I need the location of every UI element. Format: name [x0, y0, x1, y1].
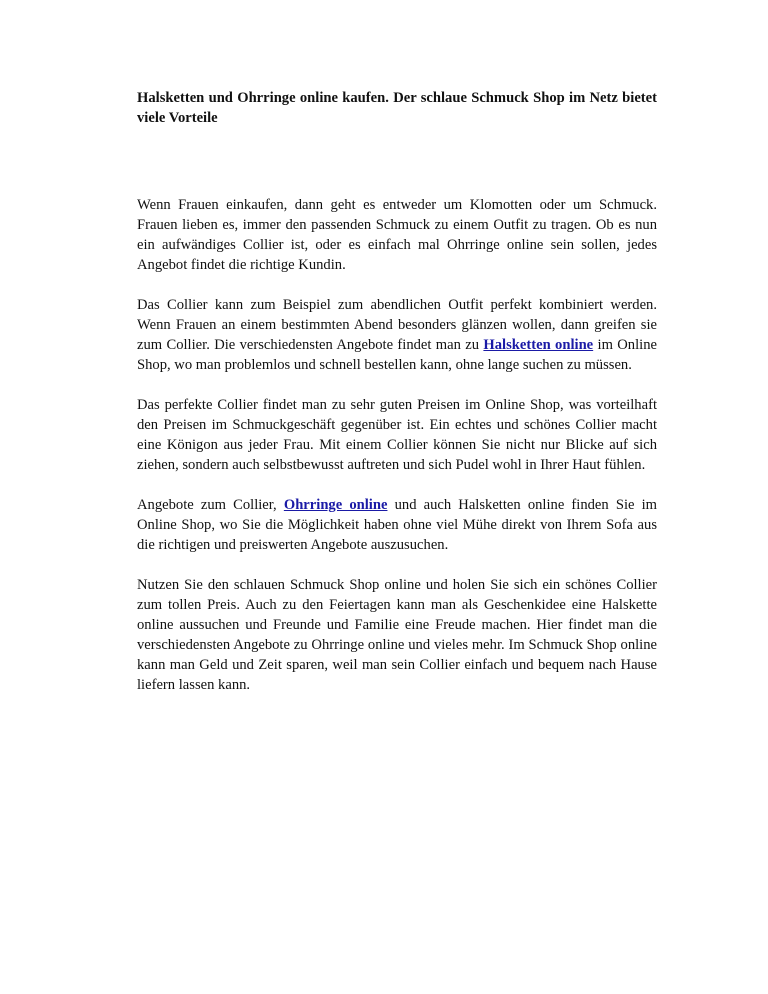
- paragraph-2-text-after: im Online Shop, wo man problemlos und schnell bestellen kann, ohne lange suchen zu müssen.: [137, 337, 657, 373]
- paragraph-3: Das perfekte Collier findet man zu sehr guten Preisen im Online Shop, was vorteilhaft den Preisen im Schmuckgeschäft gegenüber ist. Ein echtes und schönes Collier macht eine Königon aus jeder Frau. Mit einem Collier können Sie nicht nur Blicke auf sich ziehen, sondern auch selbstbewusst auftreten und sich Pudel wohl in Ihrer Haut fühlen.: [137, 397, 657, 473]
- paragraph-2: [137, 295, 657, 375]
- paragraph-2-text-before: Das Collier kann zum Beispiel zum abendlichen Outfit perfekt kombiniert werden. Wenn Frauen an einem bestimmten Abend besonders glänzen wollen, dann greifen sie zum Collier. Die verschiedensten Angebote findet man zu: [137, 297, 657, 353]
- document-title: Halsketten und Ohrringe online kaufen. Der schlaue Schmuck Shop im Netz bietet viele Vorteile: [137, 90, 657, 126]
- ohrringe-online-link[interactable]: Ohrringe online: [283, 497, 388, 513]
- paragraph-5: Nutzen Sie den schlauen Schmuck Shop online und holen Sie sich ein schönes Collier zum tollen Preis. Auch zu den Feiertagen kann man als Geschenkidee eine Halskette online aussuchen und Freunde und Familie eine Freude machen. Hier findet man die verschiedensten Angebote zu Ohrringe online und vieles mehr. Im Schmuck Shop online kann man Geld und Zeit sparen, weil man sein Collier einfach und bequem nach Hause liefern lassen kann.: [137, 577, 657, 693]
- paragraph-4: [137, 495, 657, 555]
- paragraph-1: Wenn Frauen einkaufen, dann geht es entweder um Klomotten oder um Schmuck. Frauen lieben es, immer den passenden Schmuck zu einem Outfit zu tragen. Ob es nun ein aufwändiges Collier ist, oder es einfach mal Ohrringe online sein sollen, jedes Angebot findet die richtige Kundin.: [137, 197, 657, 273]
- document-page: [137, 88, 657, 695]
- paragraph-4-text-before: Angebote zum Collier,: [137, 497, 284, 513]
- halsketten-online-link[interactable]: Halsketten online: [483, 337, 594, 353]
- paragraph-4-text-after: und auch Halsketten online finden Sie im Online Shop, wo Sie die Möglichkeit haben ohne viel Mühe direkt von Ihrem Sofa aus die richtigen und preiswerten Angebote auszusuchen.: [137, 497, 658, 553]
